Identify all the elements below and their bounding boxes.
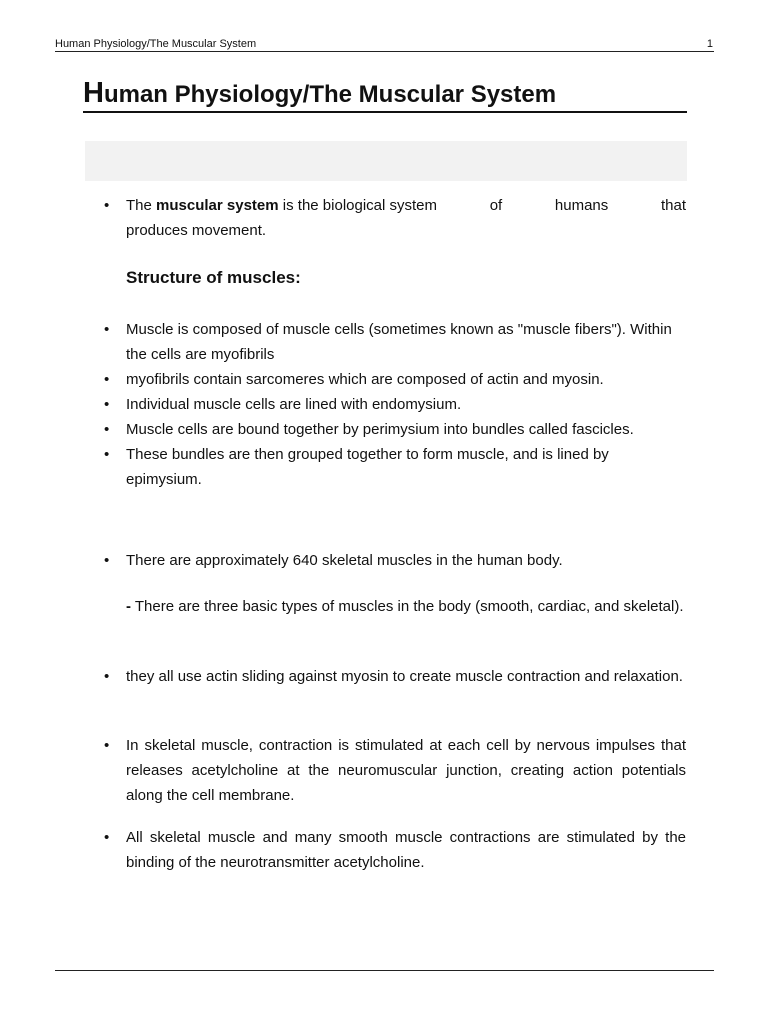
list-item: • Individual muscle cells are lined with endomysium.	[126, 392, 686, 417]
footer-divider	[55, 970, 714, 971]
page-title	[83, 78, 687, 113]
title-initial: H	[83, 77, 104, 109]
list-item: • These bundles are then grouped together to form muscle, and is lined by epimysium.	[126, 442, 686, 492]
contraction-list-3	[126, 825, 686, 875]
structure-list	[126, 317, 686, 492]
list-item: • they all use actin sliding against myosin to create muscle contraction and relaxation.	[126, 664, 686, 689]
contraction-list-1	[126, 664, 686, 689]
list-item: • All skeletal muscle and many smooth muscle contractions are stimulated by the binding of the neurotransmitter acetylcholine.	[126, 825, 686, 875]
intro-bullet	[126, 193, 686, 243]
dash-mark: -	[126, 598, 131, 615]
intro-list	[126, 193, 686, 243]
shaded-band	[85, 141, 687, 181]
count-list	[126, 548, 686, 573]
header-divider	[55, 51, 714, 52]
running-title: Human Physiology/The Muscular System	[55, 38, 257, 50]
list-item: • myofibrils contain sarcomeres which are composed of actin and myosin.	[126, 367, 686, 392]
intro-line-1	[126, 193, 686, 218]
list-item: • There are approximately 640 skeletal muscles in the human body.	[126, 548, 686, 573]
list-item: • Muscle is composed of muscle cells (sometimes known as "muscle fibers"). Within the cells are myofibrils	[126, 317, 686, 367]
contraction-list-2	[126, 733, 686, 808]
running-header	[55, 38, 713, 50]
intro-bold-term: muscular system	[156, 197, 279, 214]
section-heading: Structure of muscles:	[126, 268, 301, 287]
intro-word-that: that	[660, 197, 686, 214]
title-rest: uman Physiology/The Muscular System	[103, 81, 557, 108]
intro-lead: • The muscular system is the biological system	[126, 197, 438, 214]
intro-line-2: produces movement.	[126, 222, 267, 239]
page-number: 1	[706, 38, 713, 50]
intro-word-of: of	[489, 197, 503, 214]
intro-word-humans: humans	[554, 197, 609, 214]
list-item: • Muscle cells are bound together by perimysium into bundles called fascicles.	[126, 417, 686, 442]
muscle-types-paragraph: - There are three basic types of muscles in the body (smooth, cardiac, and skeletal).	[126, 598, 684, 615]
list-item: • In skeletal muscle, contraction is stimulated at each cell by nervous impulses that releases acetylcholine at the neuromuscular junction, creating action potentials along the cell membrane.	[126, 733, 686, 808]
